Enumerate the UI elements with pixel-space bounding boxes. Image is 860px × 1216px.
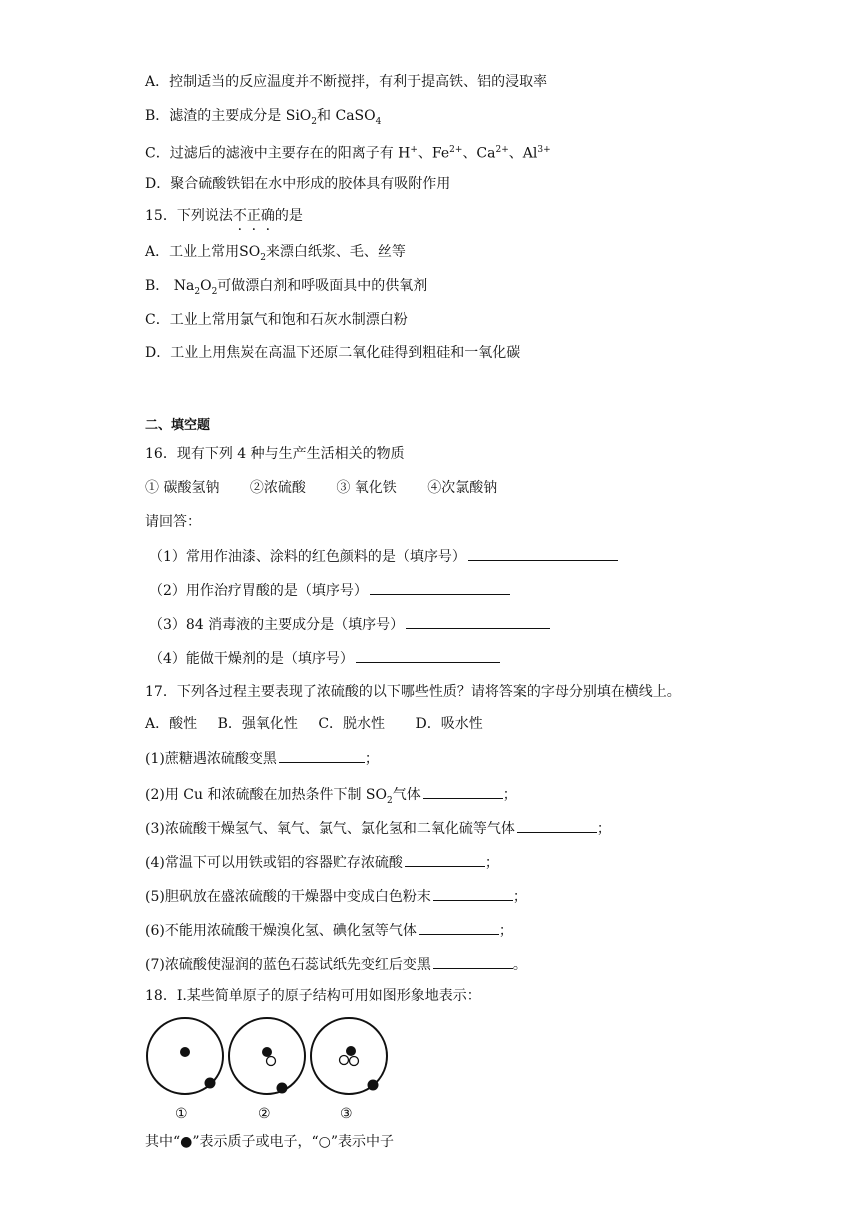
q15-option-d: D．工业上用焦炭在高温下还原二氧化硅得到粗硅和一氧化碳 — [145, 345, 521, 361]
atom-label-1: ① — [175, 1106, 188, 1122]
atom-3-neutron-1 — [340, 1056, 349, 1065]
answer-blank[interactable] — [370, 580, 510, 595]
answer-blank[interactable] — [433, 954, 513, 969]
atom-1-diagram — [147, 1018, 223, 1094]
q17-sub-3: (3)浓硫酸干燥氢气、氧气、氯气、氯化氢和二氧化硫等气体 ； — [145, 818, 611, 839]
q17-stem: 17．下列各过程主要表现了浓硫酸的以下哪些性质？请将答案的字母分别填在横线上。 — [145, 684, 681, 700]
answer-blank[interactable] — [433, 886, 513, 901]
q17-sub-1: (1)蔗糖遇浓硫酸变黑 ； — [145, 748, 379, 769]
q18-legend: 其中“●”表示质子或电子，“○”表示中子 — [145, 1134, 395, 1150]
answer-blank[interactable] — [517, 818, 597, 833]
atom-3-neutron-2 — [350, 1057, 359, 1066]
atom-3-proton — [346, 1046, 356, 1056]
atom-3-electron — [368, 1080, 379, 1091]
q15-stem: 15．下列说法不正确的是 — [145, 208, 303, 224]
q14-option-a: A．控制适当的反应温度并不断搅拌，有利于提高铁、铝的浸取率 — [145, 74, 548, 90]
q16-stem: 16．现有下列 4 种与生产生活相关的物质 — [145, 446, 405, 462]
section-title: 二、填空题 — [145, 418, 211, 433]
atom-1-proton — [180, 1047, 190, 1057]
answer-blank[interactable] — [423, 784, 503, 799]
q15-option-c: C．工业上常用氯气和饱和石灰水制漂白粉 — [145, 312, 408, 328]
q14-option-b: B．滤渣的主要成分是 SiO$_2$和 CaSO$_4$ — [145, 108, 382, 127]
q16-item-1: ① 碳酸氢钠 — [145, 480, 220, 496]
atom-2-proton — [262, 1047, 272, 1057]
q17-sub-6: (6)不能用浓硫酸干燥溴化氢、碘化氢等气体 ； — [145, 920, 513, 941]
q17-options — [145, 714, 483, 734]
q17-option-a: A．酸性 — [145, 716, 198, 732]
q17-sub-2: (2)用 Cu 和浓硫酸在加热条件下制 $SO_2$气体 ； — [145, 784, 517, 811]
answer-blank[interactable] — [468, 546, 618, 561]
answer-blank[interactable] — [356, 648, 500, 663]
atom-3-diagram — [311, 1018, 387, 1094]
q16-prompt: 请回答： — [145, 514, 201, 530]
q15-option-a: A．工业上常用$SO_2$来漂白纸浆、毛、丝等 — [145, 244, 406, 263]
atom-2-diagram — [229, 1018, 305, 1094]
q17-sub-4: (4)常温下可以用铁或铝的容器贮存浓硫酸 ； — [145, 852, 499, 873]
q18-stem: 18．I.某些简单原子的原子结构可用如图形象地表示： — [145, 988, 481, 1004]
q14-option-c: C．过滤后的滤液中主要存在的阳离子有 H+、$Fe^{2+}$、$Ca^{2+}$、$Al^{3+}$ — [145, 145, 551, 162]
q16-item-4: ④次氯酸钠 — [427, 480, 498, 496]
q16-sub-2: （2）用作治疗胃酸的是（填序号） — [149, 580, 510, 601]
atom-2-electron — [277, 1083, 288, 1094]
q16-items — [145, 478, 497, 498]
atom-1-electron — [205, 1078, 216, 1089]
q16-sub-4: （4）能做干燥剂的是（填序号） — [149, 648, 500, 669]
atom-label-2: ② — [258, 1106, 271, 1122]
q17-option-c: C．脱水性 — [318, 716, 386, 732]
atom-2-neutron — [267, 1057, 276, 1066]
q15-option-b: B． $Na_2O_2$可做漂白剂和呼吸面具中的供氧剂 — [145, 278, 428, 297]
q17-sub-5: (5)胆矾放在盛浓硫酸的干燥器中变成白色粉末 ； — [145, 886, 527, 907]
answer-blank[interactable] — [405, 852, 485, 867]
q16-sub-3: （3）84 消毒液的主要成分是（填序号） — [149, 614, 550, 635]
q17-sub-7: (7)浓硫酸使湿润的蓝色石蕊试纸先变红后变黑 。 — [145, 954, 527, 975]
answer-blank[interactable] — [419, 920, 499, 935]
atom-label-3: ③ — [340, 1106, 353, 1122]
q16-item-3: ③ 氧化铁 — [336, 480, 397, 496]
q16-item-2: ②浓硫酸 — [249, 480, 306, 496]
q16-sub-1: （1）常用作油漆、涂料的红色颜料的是（填序号） — [149, 546, 618, 567]
answer-blank[interactable] — [279, 748, 365, 763]
answer-blank[interactable] — [406, 614, 550, 629]
q17-option-d: D．吸水性 — [415, 716, 483, 732]
q17-option-b: B．强氧化性 — [217, 716, 298, 732]
q14-option-d: D．聚合硫酸铁铝在水中形成的胶体具有吸附作用 — [145, 176, 451, 192]
